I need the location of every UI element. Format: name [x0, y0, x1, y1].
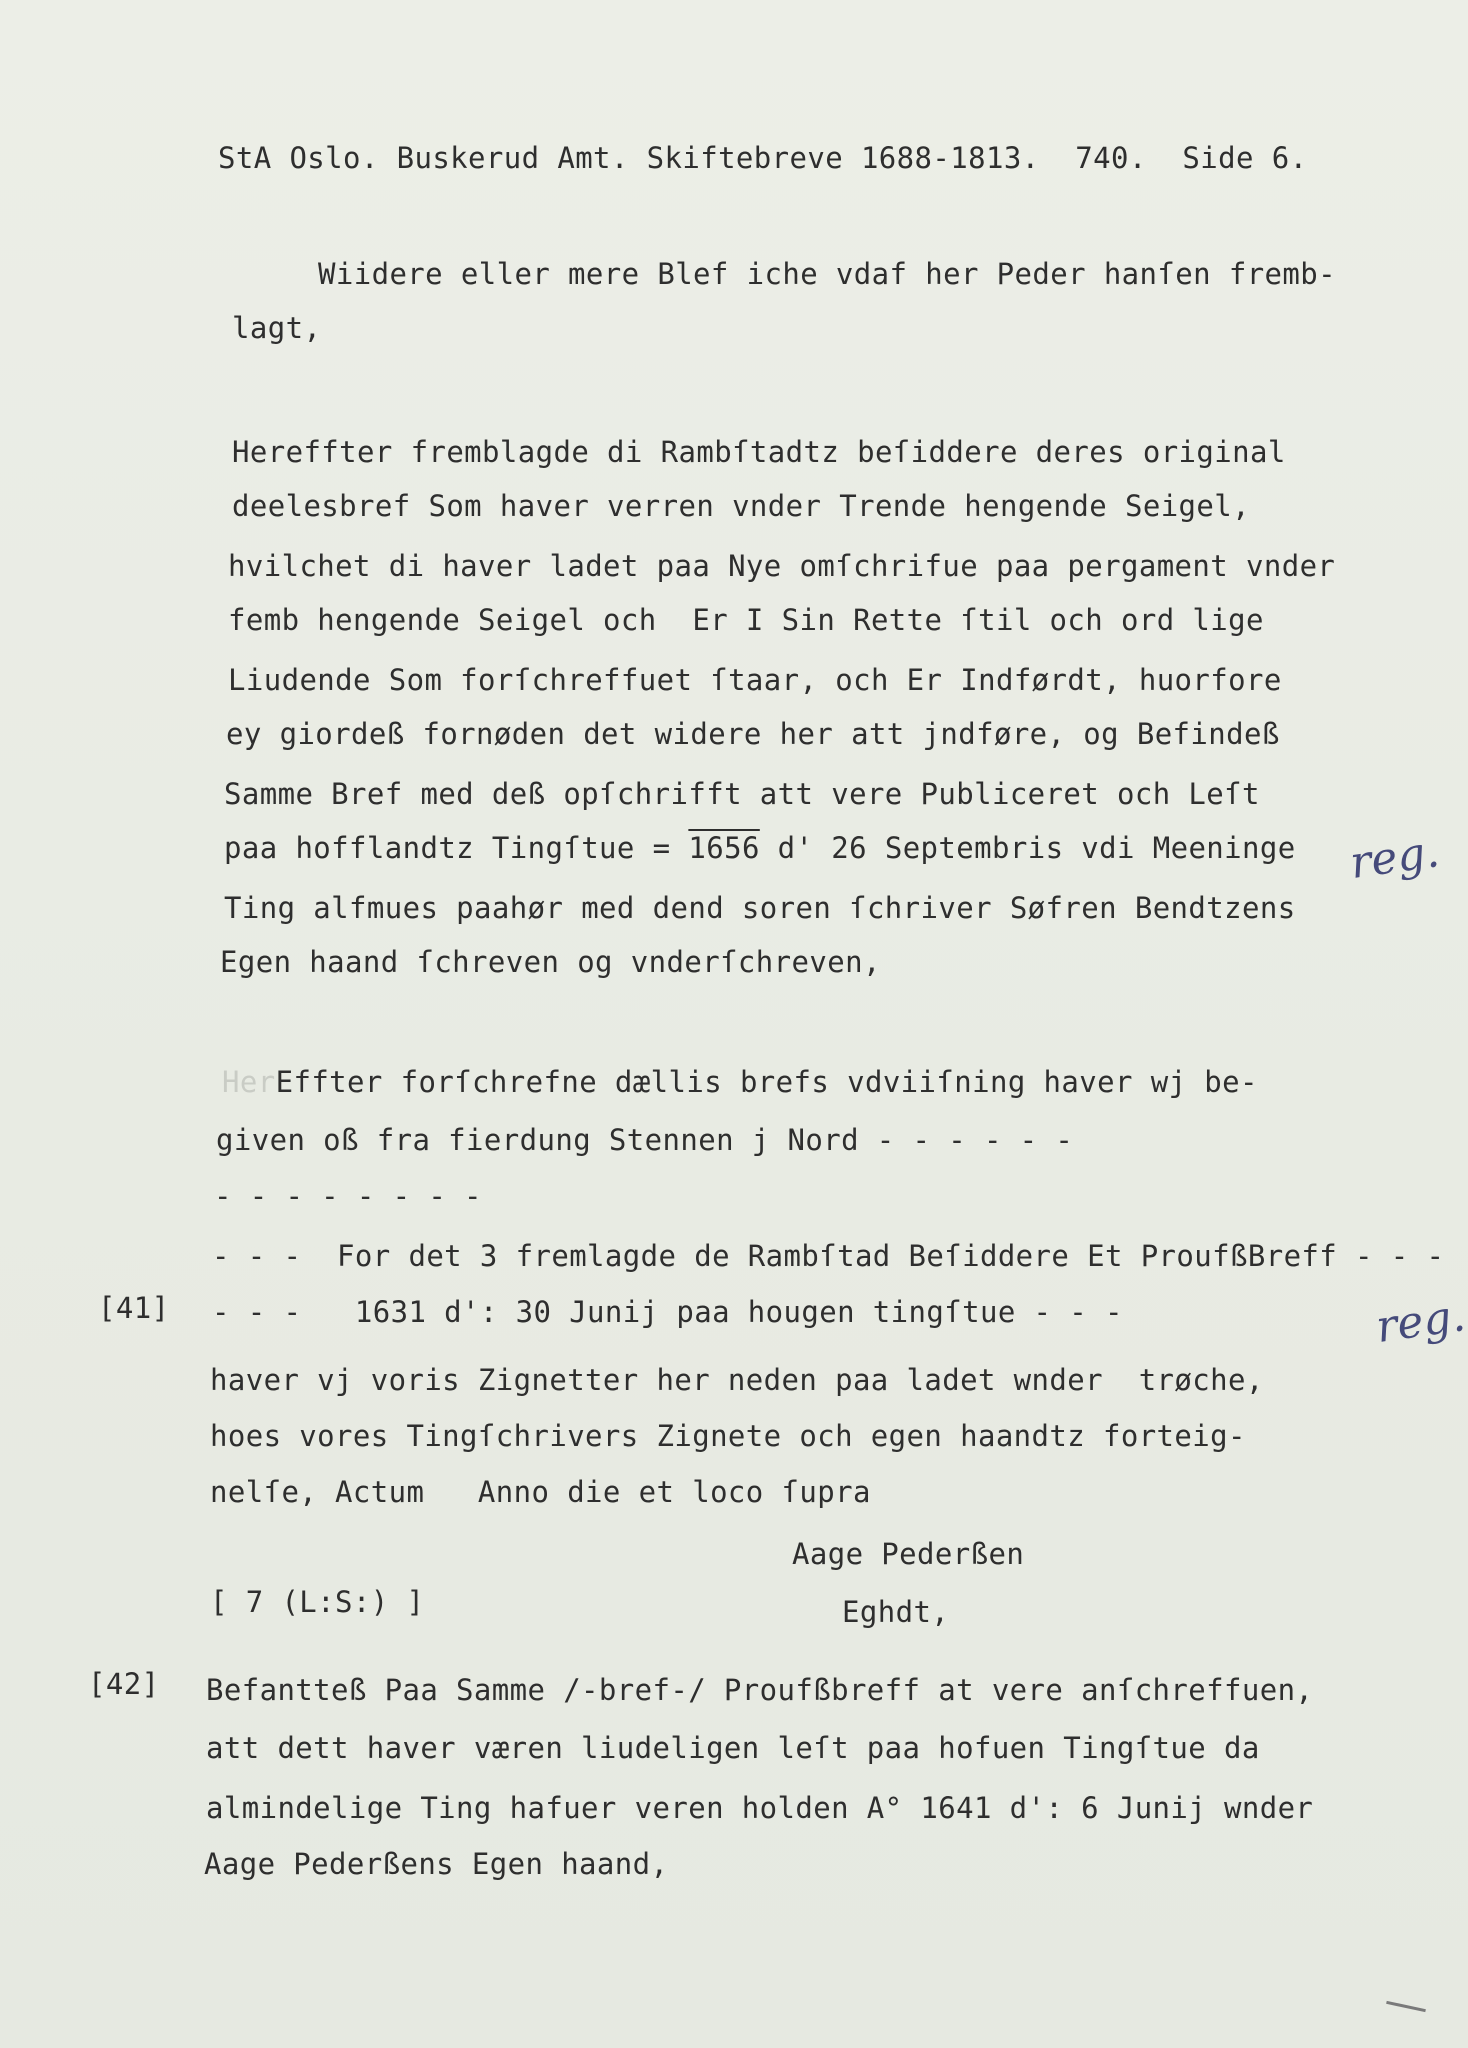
paragraph-2-line-8	[224, 830, 1296, 866]
paragraph-3-line-6: haver vj voris Zignetter her neden paa ladet wnder trøche,	[210, 1363, 1264, 1397]
paragraph-2-line-2: deelesbref Som haver verren vnder Trende hengende Seigel,	[232, 489, 1250, 523]
paragraph-2-line-4: femb hengende Seigel och Er I Sin Rette ſtil och ord lige	[228, 603, 1264, 637]
paragraph-4-line-1: Befantteß Paa Samme /-bref-/ Proufßbreff at vere anſchreffuen,	[206, 1673, 1314, 1707]
paragraph-1-line-2: lagt,	[232, 311, 322, 345]
paragraph-3-line-3: - - - - - - - -	[214, 1179, 482, 1213]
document-header: StA Oslo. Buskerud Amt. Skiftebreve 1688-1813. 740. Side 6.	[218, 141, 1308, 175]
paragraph-2-line-9: Ting alfmues paahør med dend soren ſchriver Søfren Bendtzens	[224, 891, 1296, 925]
paragraph-2-line-5: Liudende Som forſchreffuet ſtaar, och Er Indførdt, huorfore	[228, 663, 1282, 697]
paragraph-3-line-7: hoes vores Tingſchrivers Zignete och egen haandtz forteig-	[210, 1419, 1246, 1453]
paragraph-1-line-1: Wiidere eller mere Blef iche vdaf her Peder hanſen fremb-	[318, 257, 1336, 291]
faint-prefix: Her	[222, 1065, 276, 1099]
text-before-year: paa hofflandtz Tingſtue =	[224, 831, 689, 865]
margin-ref-41: [41]	[98, 1291, 170, 1325]
corner-pen-mark	[1386, 2001, 1426, 2012]
paragraph-4-line-4: Aage Pederßens Egen haand,	[204, 1847, 669, 1881]
paragraph-3-line-2: given oß fra fierdung Stennen j Nord - - - - - -	[216, 1123, 1074, 1157]
paragraph-3-line-1	[222, 1064, 1258, 1100]
margin-ref-42: [42]	[88, 1667, 160, 1701]
paragraph-4-line-2: att dett haver væren liudeligen leſt paa hofuen Tingſtue da	[206, 1731, 1260, 1765]
text-after-year: d' 26 Septembris vdi Meeninge	[759, 831, 1296, 865]
signature-name: Aage Pederßen	[792, 1537, 1025, 1571]
paragraph-2-line-10: Egen haand ſchreven og vnderſchreven,	[220, 945, 881, 979]
year-overlined: 1656	[688, 831, 760, 865]
paragraph-3-line-8: nelſe, Actum Anno die et loco ſupra	[210, 1475, 871, 1509]
paragraph-2-line-6: ey giordeß fornøden det widere her att jndføre, og Befindeß	[226, 717, 1280, 751]
paragraph-4-line-3: almindelige Ting hafuer veren holden A° 1641 d': 6 Junij wnder	[206, 1791, 1314, 1825]
paragraph-3-line-4: - - - For det 3 fremlagde de Rambſtad Beſiddere Et ProufßBreff - - -	[212, 1239, 1445, 1273]
seal-note: [ 7 (L:S:) ]	[210, 1585, 425, 1619]
paragraph-2-line-7: Samme Bref med deß opſchrifft att vere Publiceret och Leſt	[224, 777, 1260, 811]
margin-note-reg-2: reg.	[1372, 1290, 1468, 1353]
paragraph-3-line-1-text: Effter forſchrefne dællis brefs vdviiſning haver wj be-	[275, 1065, 1258, 1099]
paragraph-3-line-5: - - - 1631 d': 30 Junij paa hougen tingſtue - - -	[212, 1295, 1123, 1329]
margin-note-reg-1: reg.	[1346, 826, 1443, 889]
paragraph-2-line-1: Hereffter fremblagde di Rambſtadtz beſiddere deres original	[232, 435, 1286, 469]
paragraph-2-line-3: hvilchet di haver ladet paa Nye omſchrifue paa pergament vnder	[228, 549, 1336, 583]
signature-title: Eghdt,	[842, 1595, 950, 1629]
